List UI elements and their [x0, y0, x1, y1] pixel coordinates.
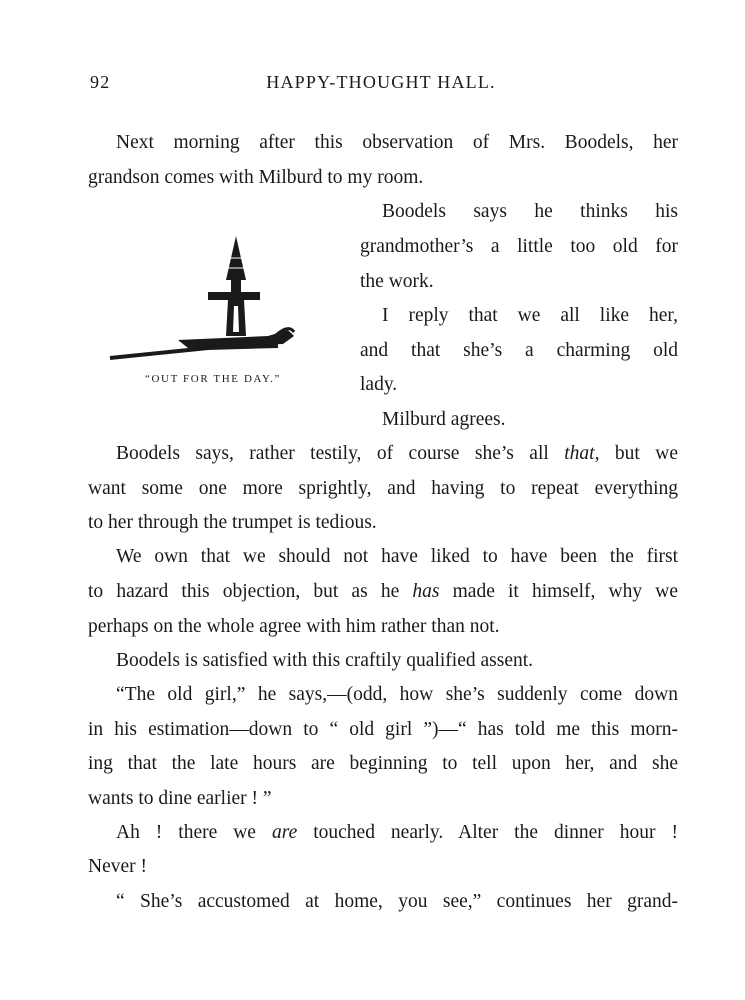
text-line: Boodels is satisfied with this craftily qualified assent.	[116, 650, 534, 671]
text-line: to her through the trumpet is tedious.	[88, 512, 377, 533]
text-line: to hazard this objection, but as he has made it himself, why we	[88, 581, 679, 602]
text-line: Boodels says he thinks his	[382, 201, 678, 222]
text-line: grandson comes with Milburd to my room.	[88, 167, 424, 188]
text-line: perhaps on the whole agree with him rather than not.	[88, 616, 500, 637]
text-line: “ She’s accustomed at home, you see,” continues her grand-	[116, 891, 678, 912]
page-number: 92	[90, 72, 111, 92]
text-line: Never !	[88, 856, 148, 877]
page-header	[84, 72, 678, 102]
text-line: We own that we should not have liked to have been the first	[116, 546, 678, 567]
figure-caption: “OUT FOR THE DAY.”	[145, 373, 281, 385]
text-line: lady.	[360, 374, 398, 395]
text-line: I reply that we all like her,	[382, 305, 678, 326]
text-line: want some one more sprightly, and having to repeat everything	[88, 478, 678, 499]
text-line: wants to dine earlier ! ”	[88, 788, 272, 809]
text-line: Milburd agrees.	[382, 409, 506, 430]
text-line: and that she’s a charming old	[360, 340, 678, 361]
text-line: ing that the late hours are beginning to tell upon her, and she	[88, 753, 678, 774]
text-line: Ah ! there we are touched nearly. Alter the dinner hour !	[116, 822, 678, 843]
text-line: the work.	[360, 271, 434, 292]
text-line: “The old girl,” he says,—(odd, how she’s suddenly come down	[116, 684, 678, 705]
running-head: HAPPY-THOUGHT HALL.	[266, 72, 496, 92]
text-line: Next morning after this observation of Mrs. Boodels, her	[116, 132, 678, 153]
text-line: grandmother’s a little too old for	[360, 236, 678, 257]
text-line: Boodels says, rather testily, of course she’s all that, but we	[116, 443, 678, 464]
text-line: in his estimation—down to “ old girl ”)—“ has told me this morn-	[88, 719, 678, 740]
